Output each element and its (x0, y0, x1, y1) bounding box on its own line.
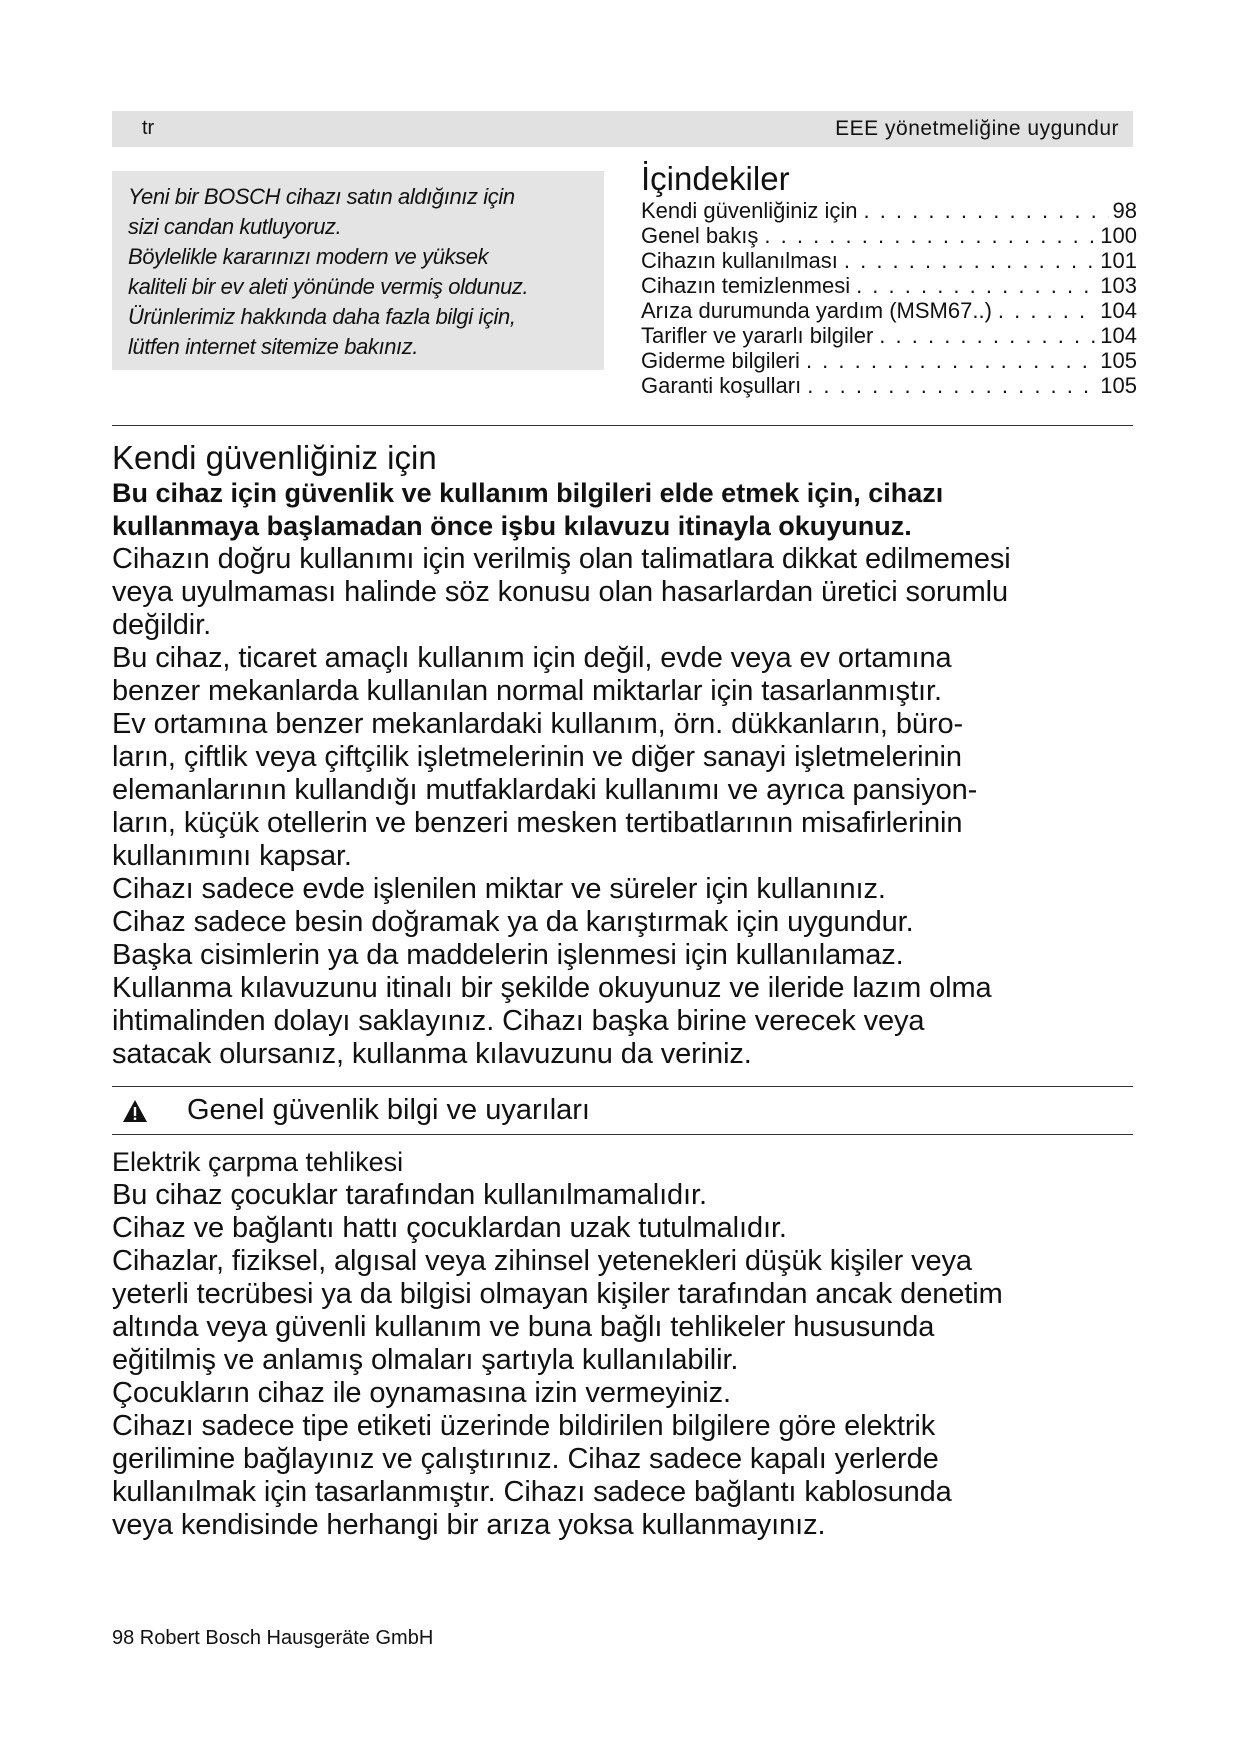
body-line: Cihazı sadece tipe etiketi üzerinde bildirilen bilgilere göre elektrik (112, 1410, 936, 1442)
body-line: ihtimalinden dolayı saklayınız. Cihazı başka birine verecek veya (112, 1005, 925, 1037)
bold-notice-line: Bu cihaz için güvenlik ve kullanım bilgileri elde etmek için, cihazı (112, 478, 944, 508)
intro-line: sizi candan kutluyoruz. (128, 214, 342, 239)
body-line: Çocukların cihaz ile oynamasına izin vermeyiniz. (112, 1377, 731, 1409)
toc-item-page: 103 (1100, 273, 1137, 298)
toc-leader-dots (764, 223, 1096, 248)
body-line: elemanlarının kullandığı mutfaklardaki kullanımı ve ayrıca pansiyon- (112, 774, 978, 806)
toc-item[interactable] (641, 323, 1137, 348)
page-footer: 98 Robert Bosch Hausgeräte GmbH (112, 1627, 434, 1649)
language-code: tr (142, 117, 155, 139)
body-line: Cihazı sadece evde işlenilen miktar ve süreler için kullanınız. (112, 873, 886, 905)
section-divider (112, 425, 1133, 426)
body-line: değildir. (112, 609, 212, 641)
toc-item-label: Kendi güvenliğiniz için (641, 198, 858, 223)
toc-item[interactable] (641, 298, 1137, 323)
body-line: veya kendisinde herhangi bir arıza yoksa kullanmayınız. (112, 1509, 826, 1541)
body-line: altında veya güvenli kullanım ve buna bağlı tehlikeler hususunda (112, 1311, 935, 1343)
toc-item-page: 105 (1100, 373, 1137, 398)
toc-item-page: 101 (1100, 248, 1137, 273)
toc-item-label: Garanti koşulları (641, 373, 802, 398)
toc-item[interactable] (641, 248, 1137, 273)
subsection-title: Elektrik çarpma tehlikesi (112, 1147, 404, 1177)
toc-item-label: Giderme bilgileri (641, 348, 800, 373)
body-line: benzer mekanlarda kullanılan normal miktarlar için tasarlanmıştır. (112, 675, 942, 707)
body-line: Cihaz sadece besin doğramak ya da karıştırmak için uygundur. (112, 906, 914, 938)
section-title: Kendi güvenliğiniz için (112, 439, 437, 476)
body-line: yeterli tecrübesi ya da bilgisi olmayan kişiler tarafından ancak denetim (112, 1278, 1003, 1310)
intro-line: Yeni bir BOSCH cihazı satın aldığınız için (128, 184, 515, 209)
toc-item-label: Cihazın temizlenmesi (641, 273, 851, 298)
table-of-contents (641, 158, 1137, 398)
body-line: Başka cisimlerin ya da maddelerin işlenmesi için kullanılamaz. (112, 939, 904, 971)
body-line: Cihazın doğru kullanımı için verilmiş olan talimatlara dikkat edilmemesi (112, 543, 1011, 575)
page-header (112, 111, 1133, 147)
warning-triangle-icon (122, 1098, 148, 1124)
intro-line: Böylelikle kararınızı modern ve yüksek (128, 244, 489, 269)
body-line: Cihaz ve bağlantı hattı çocuklardan uzak tutulmalıdır. (112, 1212, 787, 1244)
toc-leader-dots (806, 348, 1096, 373)
toc-title: İçindekiler (641, 160, 790, 197)
body-line: Bu cihaz, ticaret amaçlı kullanım için değil, evde veya ev ortamına (112, 642, 952, 674)
toc-item-page: 104 (1100, 323, 1137, 348)
toc-leader-dots (807, 373, 1096, 398)
body-line: Bu cihaz çocuklar tarafından kullanılmamalıdır. (112, 1179, 707, 1211)
electric-shock-section (112, 1146, 1152, 1542)
toc-item-label: Genel bakış (641, 223, 759, 248)
toc-item-label: Arıza durumunda yardım (MSM67..) (641, 298, 992, 323)
toc-item[interactable] (641, 348, 1137, 373)
toc-item-page: 105 (1100, 348, 1137, 373)
body-line: Ev ortamına benzer mekanlardaki kullanım, örn. dükkanların, büro- (112, 708, 964, 740)
intro-line: lütfen internet sitemize bakınız. (128, 334, 419, 359)
body-line: eğitilmiş ve anlamış olmaları şartıyla kullanılabilir. (112, 1344, 739, 1376)
toc-item-page: 98 (1112, 198, 1137, 223)
body-line: veya uyulmaması halinde söz konusu olan hasarlardan üretici sorumlu (112, 576, 1008, 608)
section-divider (112, 1134, 1133, 1135)
toc-leader-dots (856, 273, 1096, 298)
warning-title: Genel güvenlik bilgi ve uyarıları (187, 1094, 590, 1126)
intro-line: kaliteli bir ev aleti yönünde vermiş oldunuz. (128, 274, 529, 299)
body-line: Kullanma kılavuzunu itinalı bir şekilde okuyunuz ve ileride lazım olma (112, 972, 992, 1004)
toc-leader-dots (844, 248, 1096, 273)
toc-item-label: Tarifler ve yararlı bilgiler (641, 323, 874, 348)
warning-header (112, 1096, 1133, 1128)
toc-item[interactable] (641, 223, 1137, 248)
toc-item[interactable] (641, 198, 1137, 223)
body-line: ların, çiftlik veya çiftçilik işletmelerinin ve diğer sanayi işletmelerinin (112, 741, 962, 773)
toc-item-label: Cihazın kullanılması (641, 248, 838, 273)
safety-section (112, 439, 1152, 1071)
section-divider (112, 1086, 1133, 1087)
toc-leader-dots (998, 298, 1096, 323)
body-line: gerilimine bağlayınız ve çalıştırınız. Cihaz sadece kapalı yerlerde (112, 1443, 939, 1475)
intro-line: Ürünlerimiz hakkında daha fazla bilgi için, (128, 304, 516, 329)
bold-notice-line: kullanmaya başlamadan önce işbu kılavuzu itinayla okuyunuz. (112, 511, 912, 541)
toc-leader-dots (879, 323, 1096, 348)
body-line: kullanılmak için tasarlanmıştır. Cihazı sadece bağlantı kablosunda (112, 1476, 952, 1508)
body-line: kullanımını kapsar. (112, 840, 352, 872)
toc-leader-dots (863, 198, 1108, 223)
toc-item[interactable] (641, 273, 1137, 298)
header-title: EEE yönetmeliğine uygundur (835, 117, 1119, 140)
toc-item-page: 104 (1100, 298, 1137, 323)
toc-item[interactable] (641, 373, 1137, 398)
body-line: Cihazlar, fiziksel, algısal veya zihinsel yetenekleri düşük kişiler veya (112, 1245, 972, 1277)
toc-item-page: 100 (1100, 223, 1137, 248)
body-line: ların, küçük otellerin ve benzeri mesken tertibatlarının misafirlerinin (112, 807, 963, 839)
body-line: satacak olursanız, kullanma kılavuzunu da veriniz. (112, 1038, 752, 1070)
intro-box (112, 171, 604, 370)
